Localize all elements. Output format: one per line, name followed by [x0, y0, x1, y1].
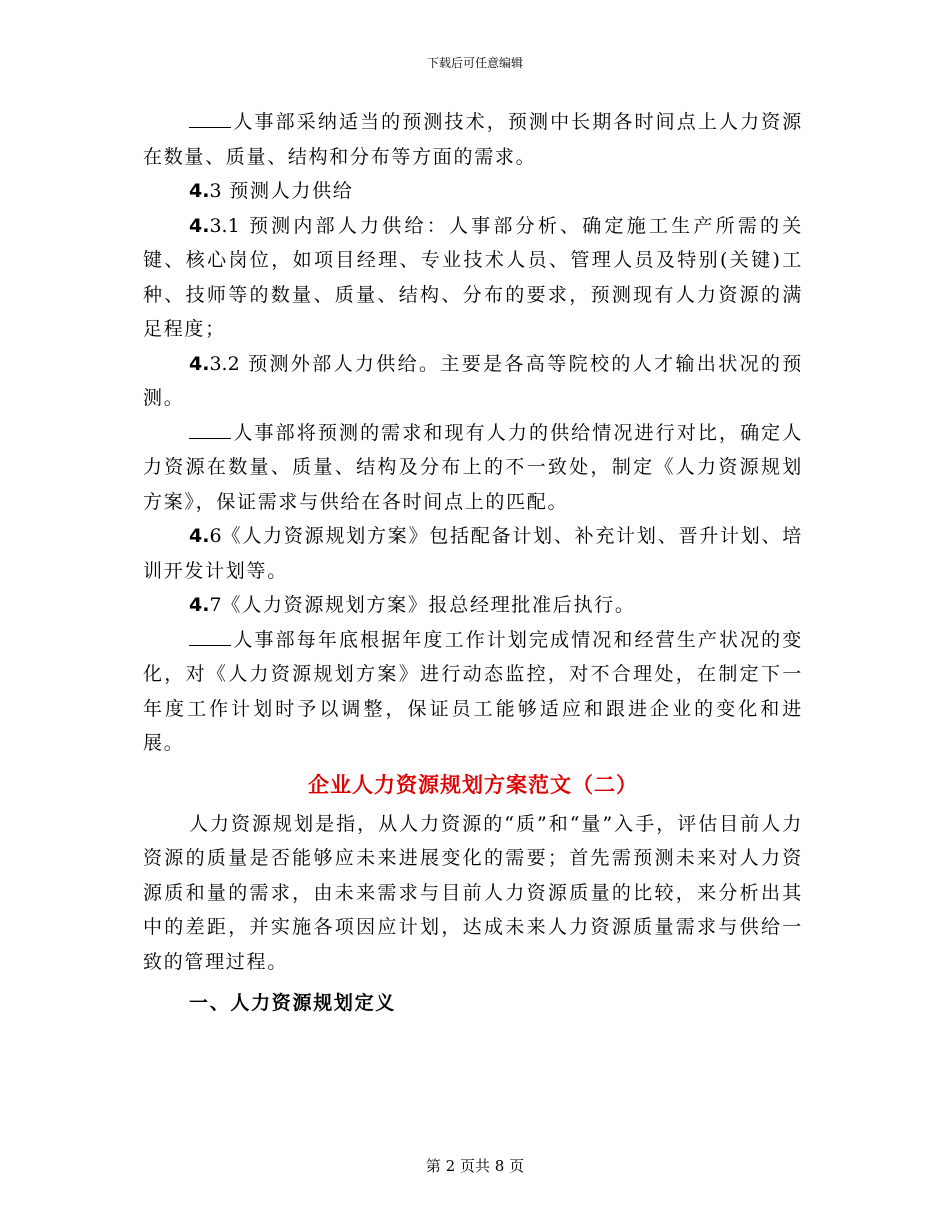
paragraph-text: 《人力资源规划方案》报总经理批准后执行。: [221, 594, 636, 616]
clause-number-rest: 6: [209, 525, 222, 547]
paragraph-4-3-1: [143, 209, 803, 347]
clause-number-rest: 3.2: [209, 352, 240, 375]
blank-underline: [189, 126, 231, 128]
blank-underline: [189, 644, 231, 646]
clause-number-rest: 7: [209, 594, 222, 616]
paragraph-4-6: [143, 519, 803, 588]
clause-number: 4.: [189, 352, 210, 375]
paragraph-demand-forecast: [143, 105, 803, 174]
paragraph-text: 预测内部人力供给：人事部分析、确定施工生产所需的关键、核心岗位，如项目经理、专业技术人员、管理人员及特别(关键)工种、技师等的数量、质量、结构、分布的要求，预测现有人力资源的满足程度；: [143, 214, 803, 340]
clause-number: 4.: [189, 525, 210, 547]
page-footer: 第 2 页共 8 页: [425, 1157, 525, 1175]
paragraph-text: 人事部采纳适当的预测技术，预测中长期各时间点上人力资源在数量、质量、结构和分布等方面的需求。: [143, 111, 803, 168]
section-title: 企业人力资源规划方案范文（二）: [308, 772, 638, 797]
clause-number: 4.: [189, 180, 210, 202]
paragraph-text: 《人力资源规划方案》包括配备计划、补充计划、晋升计划、培训开发计划等。: [143, 525, 803, 582]
paragraph-text: 预测外部人力供给。主要是各高等院校的人才输出状况的预测。: [143, 352, 804, 409]
paragraph-4-3-2: [143, 347, 803, 416]
paragraph-4-7: [143, 588, 803, 623]
subheading: 一、人力资源规划定义: [189, 992, 397, 1014]
paragraph-text: 人事部将预测的需求和现有人力的供给情况进行对比，确定人力资源在数量、质量、结构及分布上的不一致处，制定《人力资源规划方案》，保证需求与供给在各时间点上的匹配。: [143, 421, 803, 513]
paragraph-text: 预测人力供给: [229, 180, 354, 202]
paragraph-text: 人事部每年底根据年度工作计划完成情况和经营生产状况的变化，对《人力资源规划方案》进行动态监控，对不合理处，在制定下一年度工作计划时予以调整，保证员工能够适应和跟进企业的变化和进展。: [143, 628, 803, 754]
blank-underline: [189, 437, 231, 439]
document-body: [143, 105, 803, 1023]
header-note: 下载后可任意编辑: [426, 56, 523, 70]
paragraph-compare: [143, 416, 803, 520]
intro-paragraph: 人力资源规划是指，从人力资源的“质”和“量”入手，评估目前人力资源的质量是否能够应未来进展变化的需要；首先需预测未来对人力资源质和量的需求，由未来需求与目前人力资源质量的比较，来分析出其中的差距，并实施各项因应计划，达成未来人力资源质量需求与供给一致的管理过程。: [143, 812, 803, 973]
paragraph-4-3: [143, 174, 803, 209]
paragraph-annual-review: [143, 623, 803, 761]
clause-number: 4.: [189, 594, 210, 616]
clause-number-rest: 3: [209, 180, 222, 202]
clause-number-rest: 3.1: [209, 214, 240, 237]
clause-number: 4.: [189, 214, 210, 237]
